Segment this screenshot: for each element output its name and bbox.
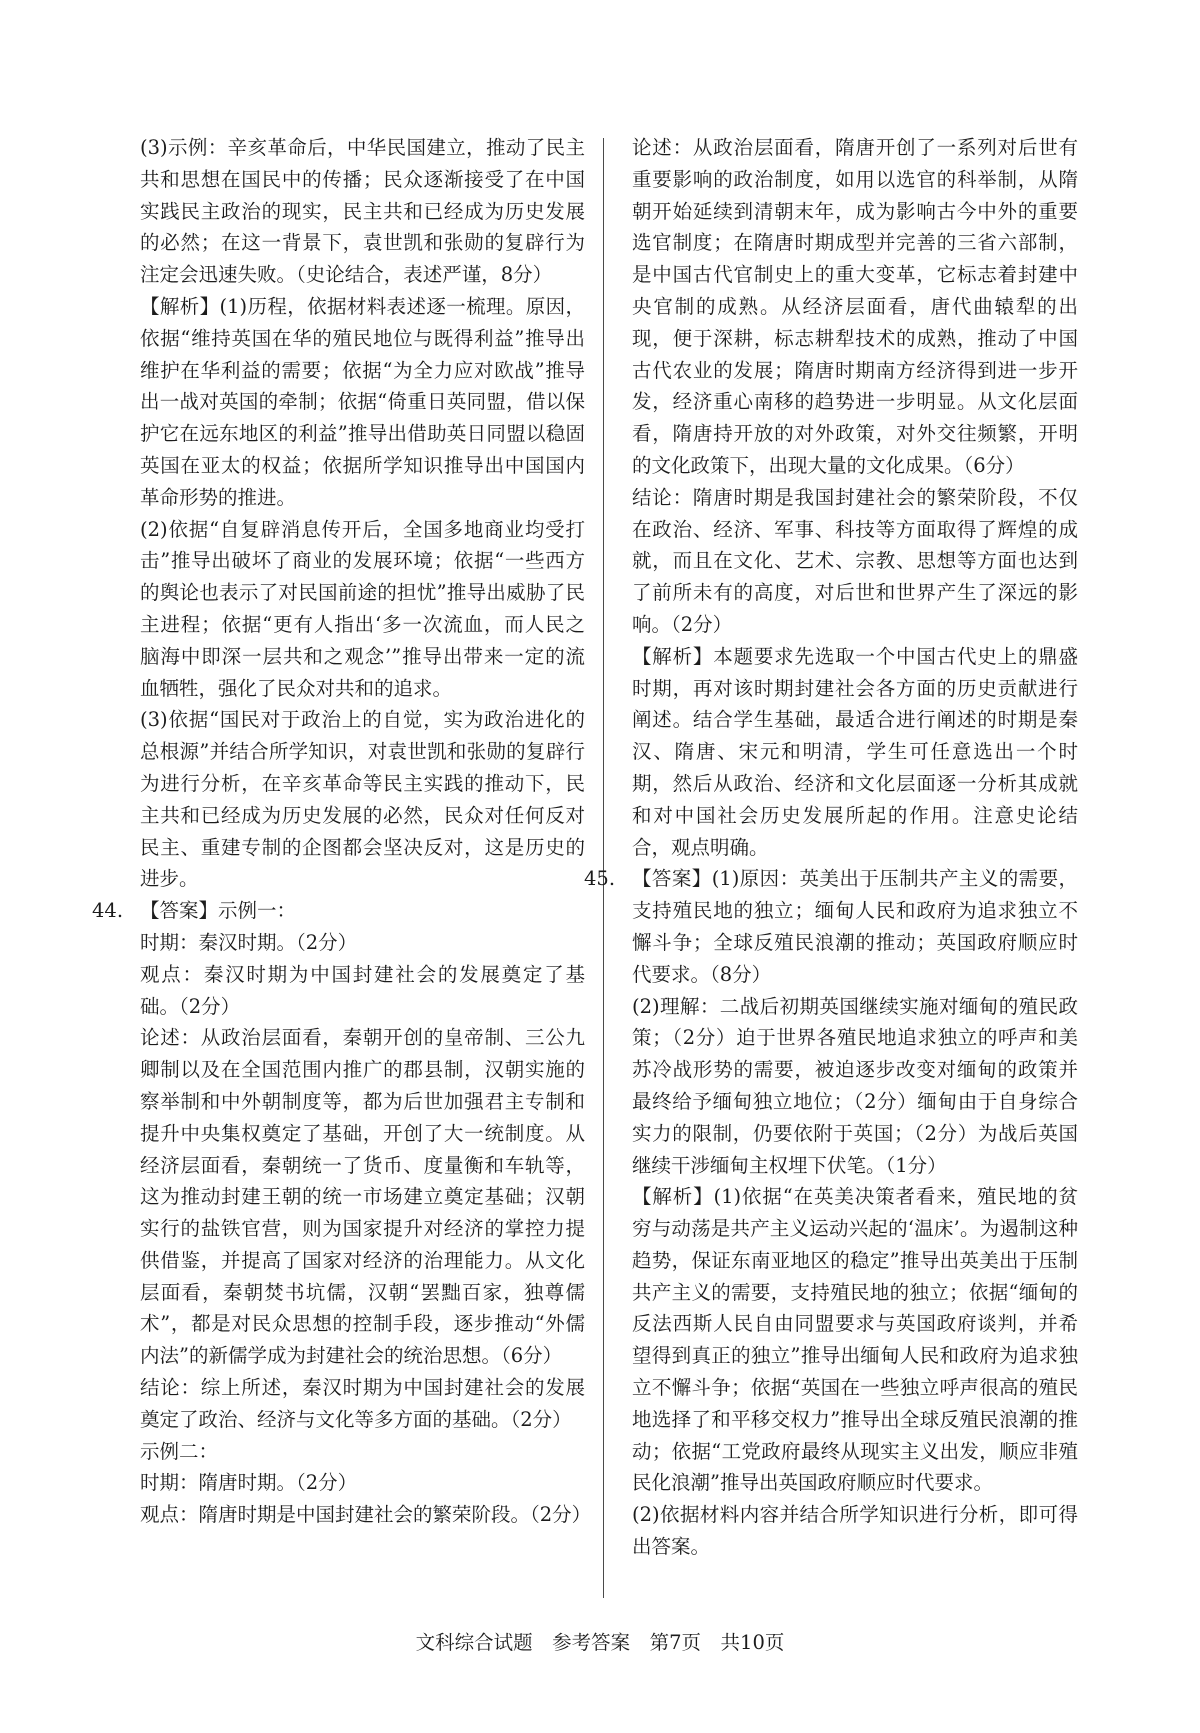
answer-44-heading: [92, 895, 585, 927]
page-footer: 文科综合试题 参考答案 第7页 共10页: [415, 1631, 785, 1654]
analysis-45-1: 【解析】(1)依据“在英美决策者看来，殖民地的贫穷与动荡是共产主义运动兴起的‘温床’。为遏制这种趋势，保证东南亚地区的稳定”推导出英美出于压制共产主义的需要，支持殖民地的独立；依据“缅甸的反法西斯人民自由同盟要求与英国政府谈判，并希望得到真正的独立”推导出缅甸人民和政府为追求独立不懈斗争；依据“英国在一些独立呼声很高的殖民地选择了和平移交权力”推导出全球反殖民浪潮的推动；依据“工党政府最终从现实主义出发，顺应非殖民化浪潮”推导出英国政府顺应时代要求。: [632, 1185, 1078, 1495]
question-number-45: 45.: [584, 867, 616, 891]
analysis-43-2: (2)依据“自复辟消息传开后，全国多地商业均受打击”推导出破坏了商业的发展环境；依据“一些西方的舆论也表示了对民国前途的担忧”推导出威胁了民主进程；依据“更有人指出‘多一次流血，而人民之脑海中即深一层共和之观念’”推导出带来一定的流血牺牲，强化了民众对共和的追求。: [140, 517, 585, 700]
analysis-43-1: 【解析】(1)历程，依据材料表述逐一梳理。原因，依据“维持英国在华的殖民地位与既得利益”推导出维护在华利益的需要；依据“为全力应对欧战”推导出一战对英国的牵制；依据“倚重日英同盟，借以保护它在远东地区的利益”推导出借助英日同盟以稳固英国在亚太的权益；依据所学知识推导出中国国内革命形势的推进。: [140, 294, 585, 509]
answer-45-2: (2)理解：二战后初期英国继续实施对缅甸的殖民政策；（2分）迫于世界各殖民地追求独立的呼声和美苏冷战形势的需要，被迫逐步改变对缅甸的政策并最终给予缅甸独立地位；（2分）缅甸由于自身综合实力的限制，仍要依附于英国；（2分）为战后英国继续干涉缅甸主权埋下伏笔。（1分）: [632, 994, 1078, 1177]
example-1-argument: 论述：从政治层面看，秦朝开创的皇帝制、三公九卿制以及在全国范围内推广的郡县制，汉朝实施的察举制和中外朝制度等，都为后世加强君主专制和提升中央集权奠定了基础，开创了大一统制度。从经济层面看，秦朝统一了货币、度量衡和车轨等，这为推动封建王朝的统一市场建立奠定基础；汉朝实行的盐铁官营，则为国家提升对经济的掌控力提供借鉴，并提高了国家对经济的治理能力。从文化层面看，秦朝焚书坑儒，汉朝“罢黜百家，独尊儒术”，都是对民众思想的控制手段，逐步推动“外儒内法”的新儒学成为封建社会的统治思想。（6分）: [140, 1026, 585, 1368]
answer-44-label: 【答案】示例一：: [140, 899, 297, 923]
example-2-period: 时期：隋唐时期。（2分）: [140, 1471, 358, 1495]
answer-43-3-example: (3)示例：辛亥革命后，中华民国建立，推动了民主共和思想在国民中的传播；民众逐渐接受了在中国实践民主政治的现实，民主共和已经成为历史发展的必然；在这一背景下，袁世凯和张勋的复辟行为注定会迅速失败。（史论结合，表述严谨，8分）: [140, 136, 585, 287]
left-column: [92, 132, 592, 1531]
example-1-viewpoint: 观点：秦汉时期为中国封建社会的发展奠定了基础。（2分）: [140, 962, 585, 1018]
answer-45-1-text: 【答案】(1)原因：英美出于压制共产主义的需要，支持殖民地的独立；缅甸人民和政府为追求独立不懈斗争；全球反殖民浪潮的推动；英国政府顺应时代要求。（8分）: [632, 867, 1078, 986]
analysis-43-3: (3)依据“国民对于政治上的自觉，实为政治进化的总根源”并结合所学知识，对袁世凯和张勋的复辟行为进行分析，在辛亥革命等民主实践的推动下，民主共和已经成为历史发展的必然，民众对任何反对民主、重建专制的企图都会坚决反对，这是历史的进步。: [140, 708, 585, 891]
example-1-conclusion: 结论：综上所述，秦汉时期为中国封建社会的发展奠定了政治、经济与文化等多方面的基础。（2分）: [140, 1376, 585, 1431]
right-column: [584, 132, 1078, 1563]
answer-45-1: [584, 863, 1078, 990]
example-2-conclusion: 结论：隋唐时期是我国封建社会的繁荣阶段，不仅在政治、经济、军事、科技等方面取得了辉煌的成就，而且在文化、艺术、宗教、思想等方面也达到了前所未有的高度，对后世和世界产生了深远的影响。（2分）: [632, 485, 1078, 636]
example-1-period: 时期：秦汉时期。（2分）: [140, 930, 358, 954]
example-2-viewpoint: 观点：隋唐时期是中国封建社会的繁荣阶段。（2分）: [140, 1503, 592, 1527]
analysis-44: 【解析】本题要求先选取一个中国古代史上的鼎盛时期，再对该时期封建社会各方面的历史贡献进行阐述。结合学生基础，最适合进行阐述的时期是秦汉、隋唐、宋元和明清，学生可任意选出一个时期，然后从政治、经济和文化层面逐一分析其成就和对中国社会历史发展所起的作用。注意史论结合，观点明确。: [632, 644, 1078, 859]
example-2-heading: 示例二：: [140, 1439, 219, 1463]
question-number-44: 44.: [92, 899, 124, 923]
analysis-45-2: (2)依据材料内容并结合所学知识进行分析，即可得出答案。: [632, 1503, 1078, 1559]
example-2-argument: 论述：从政治层面看，隋唐开创了一系列对后世有重要影响的政治制度，如用以选官的科举制，从隋朝开始延续到清朝末年，成为影响古今中外的重要选官制度；在隋唐时期成型并完善的三省六部制，是中国古代官制史上的重大变革，它标志着封建中央官制的成熟。从经济层面看，唐代曲辕犁的出现，便于深耕，标志耕犁技术的成熟，推动了中国古代农业的发展；隋唐时期南方经济得到进一步开发，经济重心南移的趋势进一步明显。从文化层面看，隋唐持开放的对外政策，对外交往频繁，开明的文化政策下，出现大量的文化成果。（6分）: [632, 136, 1078, 477]
